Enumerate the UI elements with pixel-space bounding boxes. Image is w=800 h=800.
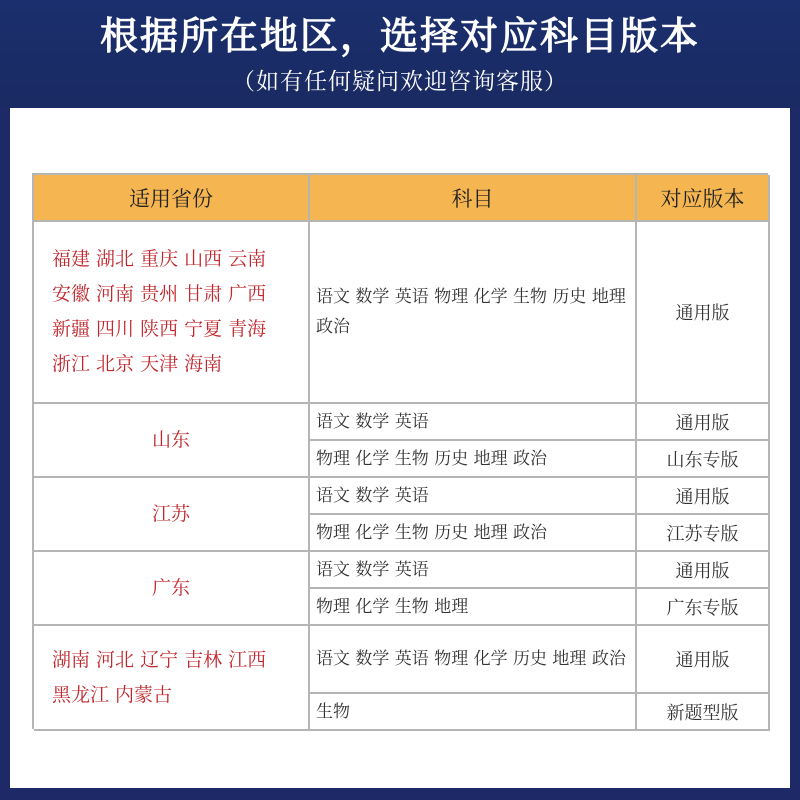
column-header-subjects: 科目 [310, 175, 637, 222]
subjects-cell: 物理 化学 生物 历史 地理 政治 [310, 441, 637, 478]
version-cell: 通用版 [637, 626, 770, 694]
province-cell: 江苏 [34, 478, 310, 552]
subjects-cell: 语文 数学 英语 [310, 404, 637, 441]
subjects-cell: 语文 数学 英语 [310, 552, 637, 589]
page-title: 根据所在地区，选择对应科目版本 [99, 14, 700, 58]
subjects-cell: 语文 数学 英语 [310, 478, 637, 515]
subjects-cell: 语文 数学 英语 物理 化学 生物 历史 地理 政治 [310, 222, 637, 404]
version-cell: 广东专版 [637, 589, 770, 626]
version-cell: 通用版 [637, 222, 770, 404]
version-cell: 新题型版 [637, 694, 770, 731]
version-cell: 通用版 [637, 478, 770, 515]
banner-header [0, 0, 800, 108]
province-cell: 山东 [34, 404, 310, 478]
version-table [32, 173, 768, 729]
column-header-version: 对应版本 [637, 175, 770, 222]
province-cell: 湖南 河北 辽宁 吉林 江西 黑龙江 内蒙古 [34, 626, 310, 731]
province-cell: 广东 [34, 552, 310, 626]
version-cell: 通用版 [637, 552, 770, 589]
subjects-cell: 语文 数学 英语 物理 化学 历史 地理 政治 [310, 626, 637, 694]
subjects-cell: 生物 [310, 694, 637, 731]
subjects-cell: 物理 化学 生物 历史 地理 政治 [310, 515, 637, 552]
page-subtitle: （如有任何疑问欢迎咨询客服） [232, 69, 568, 95]
version-cell: 通用版 [637, 404, 770, 441]
column-header-provinces: 适用省份 [34, 175, 310, 222]
province-cell: 福建 湖北 重庆 山西 云南 安徽 河南 贵州 甘肃 广西 新疆 四川 陕西 宁夏 青海 浙江 北京 天津 海南 [34, 222, 310, 404]
subjects-cell: 物理 化学 生物 地理 [310, 589, 637, 626]
version-cell: 江苏专版 [637, 515, 770, 552]
version-cell: 山东专版 [637, 441, 770, 478]
